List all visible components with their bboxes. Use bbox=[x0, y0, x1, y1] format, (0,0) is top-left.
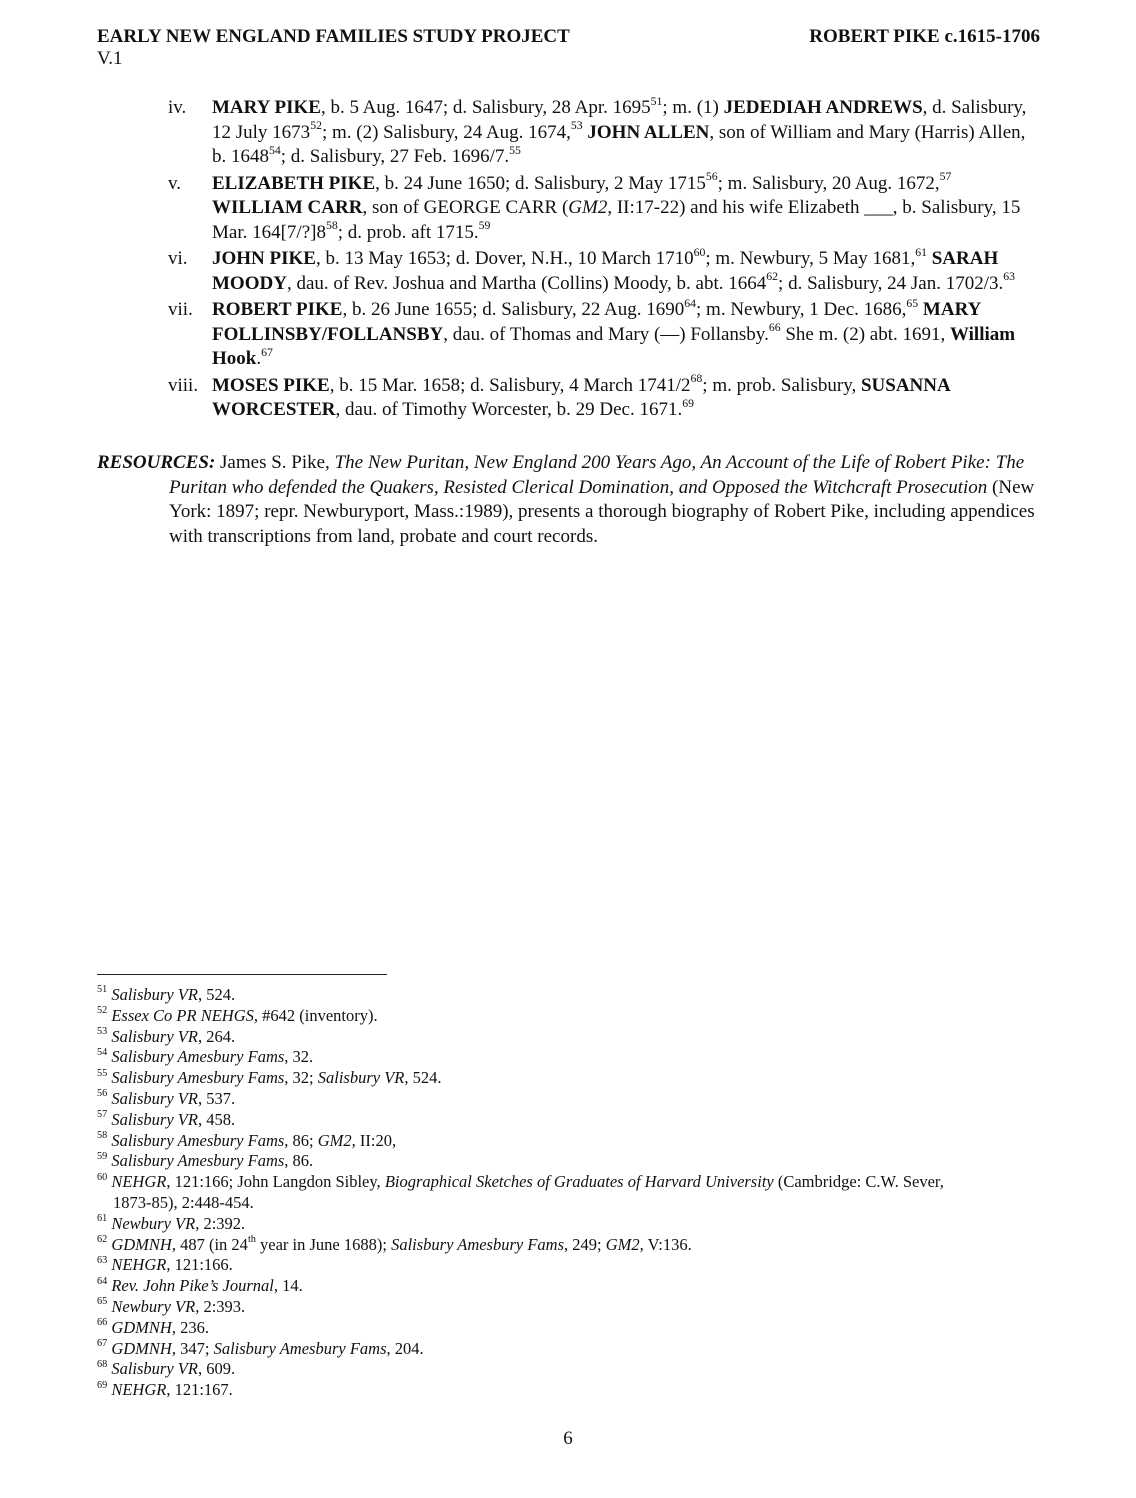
resources-author: James S. Pike, bbox=[215, 452, 335, 473]
footnote-text: , 609. bbox=[197, 1359, 236, 1379]
footnote-text: , 524. bbox=[197, 985, 236, 1004]
footnote-number: 62 bbox=[97, 1234, 108, 1246]
footnote-source: GM2 bbox=[317, 1130, 352, 1150]
footnote bbox=[97, 1255, 1037, 1276]
footnote-source: Salisbury Amesbury Fams bbox=[213, 1338, 387, 1358]
footnote-ref[interactable]: 53 bbox=[570, 119, 583, 132]
footnote-source: NEHGR bbox=[111, 1255, 167, 1275]
footnote-continuation: 1873-85), 2:448-454. bbox=[113, 1192, 254, 1212]
footnote-separator bbox=[97, 974, 387, 975]
footnote bbox=[97, 1151, 1037, 1172]
footnote-text: , 458. bbox=[197, 1109, 236, 1129]
footnote-ref[interactable]: 67 bbox=[261, 345, 273, 359]
text-run: , d. Salisbury, 12 July 1673 bbox=[212, 97, 1027, 143]
footnote-number: 61 bbox=[97, 1213, 108, 1225]
text-run: ; d. Salisbury, 27 Feb. 1696/7. bbox=[280, 146, 510, 167]
footnote-text: , 524. bbox=[404, 1068, 442, 1088]
footnote-number: 60 bbox=[97, 1171, 108, 1183]
child-text bbox=[212, 298, 1040, 372]
children-list bbox=[168, 96, 1040, 425]
page-number: 6 bbox=[563, 1428, 573, 1449]
child-numeral: vii. bbox=[168, 299, 193, 320]
text-run: , b. 26 June 1655; d. Salisbury, 22 Aug. 1690 bbox=[342, 299, 685, 320]
footnote-source: Salisbury VR bbox=[111, 1088, 198, 1108]
footnote-number: 65 bbox=[97, 1296, 108, 1308]
text-run: ; m. Newbury, 5 May 1681, bbox=[705, 248, 916, 269]
text-run: , son of GEORGE CARR ( bbox=[362, 197, 569, 218]
text-run: , dau. of Thomas and Mary (—) Follansby. bbox=[443, 323, 769, 345]
footnote-text: , 14. bbox=[273, 1276, 303, 1296]
text-run: ; m. Salisbury, 20 Aug. 1672, bbox=[717, 172, 940, 194]
footnote-text: (Cambridge: C.W. Sever, bbox=[773, 1172, 944, 1192]
footnote-source: NEHGR bbox=[111, 1172, 167, 1192]
footnote-source: Salisbury VR bbox=[111, 985, 198, 1004]
footnote bbox=[97, 1339, 1037, 1360]
child-text bbox=[212, 374, 1040, 423]
footnote bbox=[97, 1131, 1037, 1152]
footnote-source: GDMNH bbox=[111, 1338, 172, 1358]
footnote-number: 59 bbox=[97, 1150, 108, 1162]
footnote-text: , #642 (inventory). bbox=[253, 1005, 378, 1025]
child-entry-viii bbox=[168, 374, 1040, 423]
footnote-source: Biographical Sketches of Graduates of Harvard University bbox=[384, 1172, 774, 1192]
version-label: V.1 bbox=[97, 48, 123, 69]
footnote-source: Essex Co PR NEHGS bbox=[111, 1005, 254, 1025]
text-run: , b. 15 Mar. 1658; d. Salisbury, 4 March 1741/2 bbox=[329, 374, 691, 396]
child-text bbox=[212, 172, 1040, 246]
child-numeral: v. bbox=[168, 172, 182, 194]
footnote-number: 52 bbox=[97, 1005, 108, 1017]
footnote-source: GM2 bbox=[605, 1234, 640, 1254]
resources-book-title: The New Puritan, New England 200 Years Ago, An Account of the Life of Robert Pike: The Puritan who defended the Quakers, Resisted Clerical Domination, and Opposed the Witchcraft Prosecution bbox=[169, 452, 1025, 498]
footnote bbox=[97, 1318, 1037, 1339]
text-run: , dau. of Timothy Worcester, b. 29 Dec. 1671. bbox=[335, 399, 683, 420]
child-text bbox=[212, 96, 1040, 170]
footnote bbox=[97, 1006, 1037, 1027]
child-name: MOSES PIKE bbox=[212, 374, 330, 396]
footnote-source: Salisbury Amesbury Fams bbox=[111, 1068, 285, 1088]
footnote-ref[interactable]: 66 bbox=[768, 321, 781, 334]
child-numeral: viii. bbox=[168, 374, 199, 396]
footnote-source: NEHGR bbox=[111, 1380, 167, 1400]
resources-text: (New York: 1897; repr. Newburyport, Mass.:1989), presents a thorough biography of Robert Pike, including appendices with transcriptions from land, probate and court records. bbox=[169, 476, 1035, 547]
footnote-number: 67 bbox=[97, 1338, 108, 1350]
text-run: She m. (2) abt. 1691, bbox=[780, 323, 950, 345]
text-run: ; m. Newbury, 1 Dec. 1686, bbox=[696, 299, 907, 320]
footnote-number: 69 bbox=[97, 1379, 108, 1391]
footnote-source: Salisbury Amesbury Fams bbox=[111, 1047, 285, 1067]
footnote-source: Rev. John Pike’s Journal bbox=[111, 1276, 274, 1296]
footnote-number: 63 bbox=[97, 1254, 108, 1266]
footnote bbox=[97, 1089, 1037, 1110]
footnote-number: 58 bbox=[97, 1130, 108, 1142]
child-text bbox=[212, 247, 1040, 296]
resources-paragraph bbox=[97, 451, 1037, 549]
child-entry-v bbox=[168, 172, 1040, 246]
text-run: . bbox=[256, 348, 262, 369]
child-name: JOHN PIKE bbox=[212, 248, 316, 269]
footnote bbox=[97, 1068, 1037, 1089]
footnote-number: 57 bbox=[97, 1109, 108, 1121]
child-name: MARY PIKE bbox=[212, 97, 321, 118]
running-header-right: ROBERT PIKE c.1615-1706 bbox=[809, 26, 1040, 47]
footnote-source: Salisbury VR bbox=[111, 1026, 198, 1046]
footnote-ref[interactable]: 55 bbox=[509, 143, 521, 157]
text-run: ; m. (1) bbox=[662, 97, 724, 118]
footnote-ref[interactable]: 59 bbox=[478, 219, 491, 232]
text-run: ; d. prob. aft 1715. bbox=[337, 221, 479, 243]
footnote-ref[interactable]: 56 bbox=[705, 170, 718, 183]
footnote-text: , 2:393. bbox=[195, 1296, 246, 1316]
footnote bbox=[97, 1359, 1037, 1380]
child-entry-vi bbox=[168, 247, 1040, 296]
project-title: EARLY NEW ENGLAND FAMILIES STUDY PROJECT bbox=[97, 26, 570, 47]
spouse-name: WILLIAM CARR bbox=[212, 197, 363, 218]
footnote-ref[interactable]: 63 bbox=[1003, 270, 1015, 283]
footnote bbox=[97, 985, 1037, 1006]
footnote-text: , 86. bbox=[284, 1151, 314, 1171]
footnote-number: 55 bbox=[97, 1067, 108, 1079]
source-ref: GM2 bbox=[568, 197, 608, 218]
footnote-ref[interactable]: 57 bbox=[939, 170, 952, 183]
footnote-number: 64 bbox=[97, 1275, 108, 1287]
footnote-ref[interactable]: 69 bbox=[682, 396, 695, 410]
footnote bbox=[97, 1047, 1037, 1068]
footnote-text: , 347; bbox=[171, 1338, 214, 1358]
text-run: , b. 24 June 1650; d. Salisbury, 2 May 1715 bbox=[375, 172, 706, 194]
footnote-source: GDMNH bbox=[111, 1317, 172, 1337]
footnote-text: , 32; bbox=[284, 1068, 318, 1088]
text-run: ; d. Salisbury, 24 Jan. 1702/3. bbox=[778, 272, 1004, 294]
footnote-ref[interactable]: 68 bbox=[690, 372, 703, 385]
text-run: , II:17-22) and his wife Elizabeth ___, b. Salisbury, 15 Mar. 164[7/?]8 bbox=[212, 197, 1021, 243]
child-name: ROBERT PIKE bbox=[212, 299, 343, 320]
spouse-name: JOHN ALLEN bbox=[587, 121, 710, 143]
text-run: , dau. of Rev. Joshua and Martha (Collins) Moody, b. abt. 1664 bbox=[286, 272, 767, 294]
footnote-ref[interactable]: 54 bbox=[269, 143, 281, 157]
footnote-number: 68 bbox=[97, 1358, 108, 1370]
footnote-source: Salisbury VR bbox=[317, 1068, 405, 1088]
footnote bbox=[97, 1297, 1037, 1318]
text-run: , b. 13 May 1653; d. Dover, N.H., 10 March 1710 bbox=[315, 248, 694, 269]
child-numeral: iv. bbox=[168, 97, 187, 118]
footnote-text: , 121:166. bbox=[166, 1255, 233, 1275]
spouse-name: SUSANNA WORCESTER bbox=[212, 374, 950, 420]
running-header-left bbox=[97, 26, 570, 70]
footnote-source: GDMNH bbox=[111, 1234, 172, 1254]
footnote bbox=[97, 1214, 1037, 1235]
footnote bbox=[97, 1027, 1037, 1048]
footnote-ref[interactable]: 60 bbox=[693, 245, 706, 259]
footnote-text: , 236. bbox=[171, 1317, 209, 1337]
footnote-text: , 121:167. bbox=[166, 1380, 233, 1400]
footnote-source: Salisbury VR bbox=[111, 1109, 198, 1129]
footnote-text: , 487 (in 24 bbox=[171, 1234, 248, 1254]
footnote bbox=[97, 1110, 1037, 1131]
spouse-name: MARY FOLLINSBY/FOLLANSBY bbox=[212, 299, 981, 345]
footnote-source: Newbury VR bbox=[111, 1296, 196, 1316]
second-spouse-name: William Hook bbox=[212, 323, 1016, 369]
footnote-text: , 204. bbox=[386, 1338, 424, 1358]
footnote-ref[interactable]: 52 bbox=[310, 119, 322, 132]
text-run: , son of William and Mary (Harris) Allen, b. 1648 bbox=[212, 121, 1026, 167]
footnote bbox=[97, 1235, 1037, 1256]
footnote-text: , 249; bbox=[564, 1234, 606, 1254]
footnote-source: Salisbury Amesbury Fams bbox=[111, 1130, 285, 1150]
footnote-ref[interactable]: 64 bbox=[684, 296, 697, 310]
child-name: ELIZABETH PIKE bbox=[212, 172, 376, 194]
footnote-ref[interactable]: 51 bbox=[650, 94, 663, 108]
footnote-text: , 32. bbox=[284, 1047, 314, 1067]
footnote-ref[interactable]: 61 bbox=[915, 245, 927, 259]
footnote bbox=[97, 1380, 1037, 1401]
child-numeral: vi. bbox=[168, 248, 188, 269]
footnote bbox=[97, 1276, 1037, 1297]
footnotes-list bbox=[97, 985, 1037, 1401]
footnote-source: Salisbury Amesbury Fams bbox=[391, 1234, 565, 1254]
footnote-source: Newbury VR bbox=[111, 1213, 196, 1233]
footnote-number: 54 bbox=[97, 1046, 108, 1058]
footnote-number: 56 bbox=[97, 1088, 108, 1100]
footnote-text: , V:136. bbox=[639, 1234, 692, 1254]
footnote-ref[interactable]: 65 bbox=[906, 296, 919, 310]
footnote-text: , 264. bbox=[197, 1026, 236, 1046]
ordinal-suffix: th bbox=[247, 1234, 256, 1246]
footnote-text: , 86; bbox=[284, 1130, 318, 1150]
footnote-number: 53 bbox=[97, 1026, 108, 1038]
footnote-ref[interactable]: 58 bbox=[325, 219, 338, 232]
footnote-ref[interactable]: 62 bbox=[766, 270, 779, 283]
footnote-text: , II:20, bbox=[351, 1130, 397, 1150]
text-run: ; m. prob. Salisbury, bbox=[702, 374, 861, 396]
spouse-name: SARAH MOODY bbox=[212, 248, 999, 294]
footnote-number: 51 bbox=[97, 984, 108, 996]
footnote-source: Salisbury Amesbury Fams bbox=[111, 1151, 285, 1171]
resources-label: RESOURCES: bbox=[97, 452, 216, 473]
footnote-text: , 121:166; John Langdon Sibley, bbox=[166, 1172, 385, 1192]
child-entry-vii bbox=[168, 298, 1040, 372]
footnote-text: , 2:392. bbox=[195, 1213, 246, 1233]
text-run: ; m. (2) Salisbury, 24 Aug. 1674, bbox=[321, 121, 571, 143]
spouse-name: JEDEDIAH ANDREWS bbox=[723, 97, 923, 118]
child-entry-iv bbox=[168, 96, 1040, 170]
footnote bbox=[97, 1172, 1037, 1214]
footnote-text: , 537. bbox=[197, 1088, 236, 1108]
footnote-number: 66 bbox=[97, 1317, 108, 1329]
text-run: , b. 5 Aug. 1647; d. Salisbury, 28 Apr. 1695 bbox=[320, 97, 651, 118]
footnote-text: year in June 1688); bbox=[255, 1234, 392, 1254]
footnote-source: Salisbury VR bbox=[111, 1359, 198, 1379]
